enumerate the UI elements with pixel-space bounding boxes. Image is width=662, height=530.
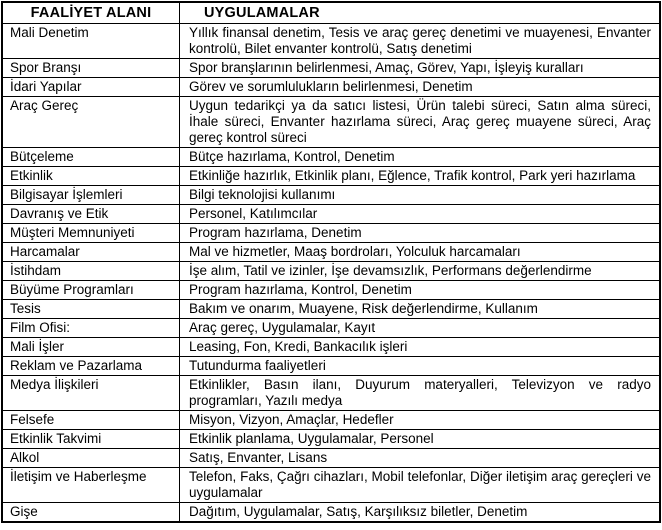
applications-cell: Misyon, Vizyon, Amaçlar, Hedefler	[180, 411, 661, 430]
table-row	[2, 430, 660, 449]
activity-area-cell: Film Ofisi:	[2, 319, 180, 338]
table-row	[2, 468, 660, 503]
table-row	[2, 97, 660, 148]
activity-area-cell: Bütçeleme	[2, 148, 180, 167]
column-header-activity-area: FAALİYET ALANI	[2, 2, 180, 24]
table-row	[2, 319, 660, 338]
applications-cell: Program hazırlama, Kontrol, Denetim	[180, 281, 661, 300]
activity-area-cell: İstihdam	[2, 262, 180, 281]
applications-cell: Personel, Katılımcılar	[180, 205, 661, 224]
table-row	[2, 186, 660, 205]
applications-cell: Bakım ve onarım, Muayene, Risk değerlendirme, Kullanım	[180, 300, 661, 319]
applications-cell: Spor branşlarının belirlenmesi, Amaç, Görev, Yapı, İşleyiş kuralları	[180, 59, 661, 78]
activity-area-cell: Mali İşler	[2, 338, 180, 357]
table-row	[2, 78, 660, 97]
applications-cell: Uygun tedarikçi ya da satıcı listesi, Ürün talebi süreci, Satın alma süreci, İhale süreci, Envanter hazırlama süreci, Araç gereç muayene süreci, Araç gereç kontrol süreci	[180, 97, 661, 148]
activity-area-cell: Mali Denetim	[2, 24, 180, 59]
activity-area-cell: Araç Gereç	[2, 97, 180, 148]
applications-cell: Tutundurma faaliyetleri	[180, 357, 661, 376]
applications-cell: Program hazırlama, Denetim	[180, 224, 661, 243]
activity-area-cell: Büyüme Programları	[2, 281, 180, 300]
applications-cell: Görev ve sorumlulukların belirlenmesi, Denetim	[180, 78, 661, 97]
activity-area-cell: Spor Branşı	[2, 59, 180, 78]
activity-area-cell: İletişim ve Haberleşme	[2, 468, 180, 503]
table-row	[2, 243, 660, 262]
table-row	[2, 338, 660, 357]
table-row	[2, 167, 660, 186]
table-row	[2, 281, 660, 300]
table-body	[2, 24, 660, 523]
applications-cell: Satış, Envanter, Lisans	[180, 449, 661, 468]
activity-area-cell: Tesis	[2, 300, 180, 319]
activity-area-cell: Gişe	[2, 503, 180, 523]
applications-cell: Yıllık finansal denetim, Tesis ve araç gereç denetimi ve muayenesi, Envanter kontrolü, Bilet envanter kontrolü, Satış denetimi	[180, 24, 661, 59]
applications-cell: Etkinlik planlama, Uygulamalar, Personel	[180, 430, 661, 449]
table-row	[2, 449, 660, 468]
table-row	[2, 376, 660, 411]
applications-cell: Bilgi teknolojisi kullanımı	[180, 186, 661, 205]
activity-area-cell: Medya İlişkileri	[2, 376, 180, 411]
activity-area-cell: Davranış ve Etik	[2, 205, 180, 224]
applications-cell: Dağıtım, Uygulamalar, Satış, Karşılıksız biletler, Denetim	[180, 503, 661, 523]
activity-area-cell: Reklam ve Pazarlama	[2, 357, 180, 376]
table-header	[2, 2, 660, 24]
activity-area-cell: Bilgisayar İşlemleri	[2, 186, 180, 205]
activity-area-cell: İdari Yapılar	[2, 78, 180, 97]
applications-cell: Telefon, Faks, Çağrı cihazları, Mobil telefonlar, Diğer iletişim araç gereçleri ve uygulamalar	[180, 468, 661, 503]
table-row	[2, 205, 660, 224]
table-row	[2, 357, 660, 376]
activity-area-cell: Etkinlik	[2, 167, 180, 186]
table-row	[2, 300, 660, 319]
table-row	[2, 411, 660, 430]
activity-area-cell: Harcamalar	[2, 243, 180, 262]
activity-area-cell: Etkinlik Takvimi	[2, 430, 180, 449]
table-row	[2, 224, 660, 243]
applications-cell: Mal ve hizmetler, Maaş bordroları, Yolculuk harcamaları	[180, 243, 661, 262]
table-row	[2, 24, 660, 59]
activity-area-cell: Alkol	[2, 449, 180, 468]
table-row	[2, 262, 660, 281]
applications-cell: Etkinlikler, Basın ilanı, Duyurum materyalleri, Televizyon ve radyo programları, Yazılı medya	[180, 376, 661, 411]
header-row	[2, 2, 660, 24]
activity-applications-table	[1, 1, 661, 523]
applications-cell: İşe alım, Tatil ve izinler, İşe devamsızlık, Performans değerlendirme	[180, 262, 661, 281]
table-row	[2, 503, 660, 523]
table-row	[2, 59, 660, 78]
applications-cell: Etkinliğe hazırlık, Etkinlik planı, Eğlence, Trafik kontrol, Park yeri hazırlama	[180, 167, 661, 186]
applications-cell: Leasing, Fon, Kredi, Bankacılık işleri	[180, 338, 661, 357]
activity-area-cell: Felsefe	[2, 411, 180, 430]
column-header-applications: UYGULAMALAR	[180, 2, 661, 24]
applications-cell: Araç gereç, Uygulamalar, Kayıt	[180, 319, 661, 338]
activity-area-cell: Müşteri Memnuniyeti	[2, 224, 180, 243]
table-row	[2, 148, 660, 167]
applications-cell: Bütçe hazırlama, Kontrol, Denetim	[180, 148, 661, 167]
